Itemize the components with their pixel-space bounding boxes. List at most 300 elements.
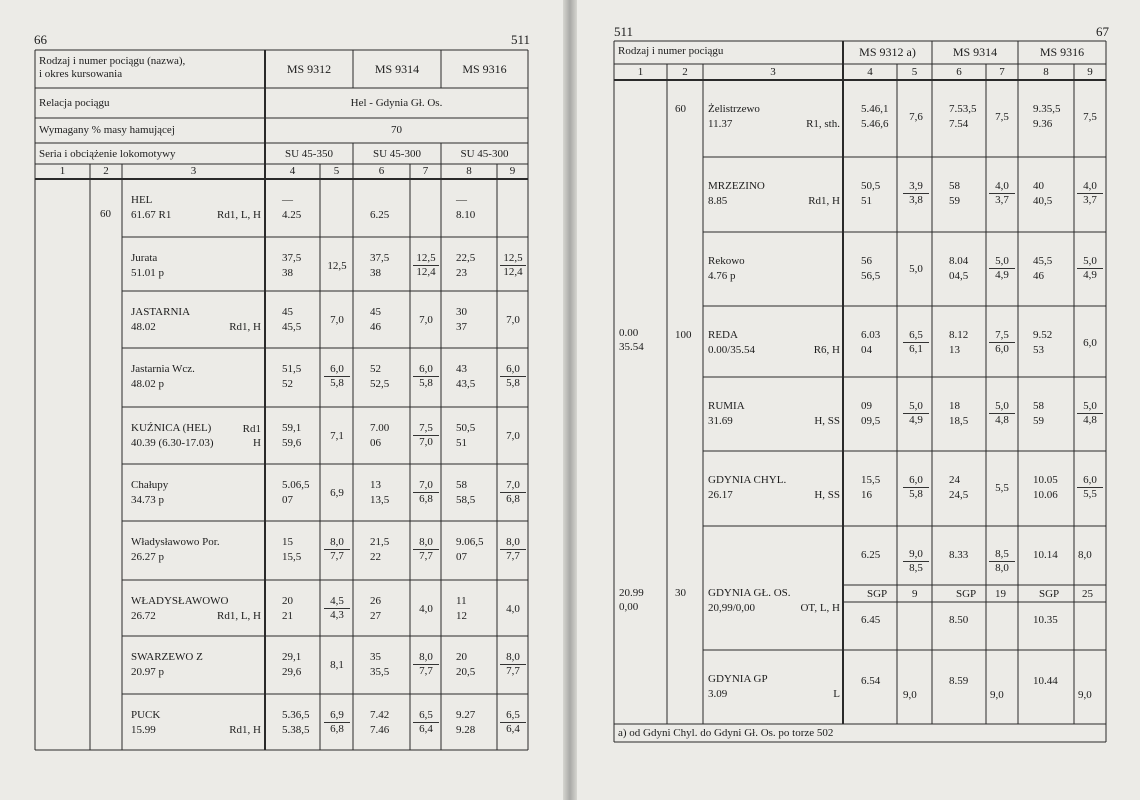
left-page xyxy=(0,0,563,800)
col-3: 3 xyxy=(190,165,197,177)
run-9314 xyxy=(413,363,439,390)
rcol-2: 2 xyxy=(682,66,688,78)
pre-run-9314-top: 8,5 xyxy=(989,548,1015,562)
run-9316: 6,0 xyxy=(1083,337,1097,349)
arr-9316: 10.44 xyxy=(1033,675,1058,687)
rcol-3: 3 xyxy=(770,66,776,78)
arr-9316: 10.05 xyxy=(1033,474,1058,486)
rcol-9: 9 xyxy=(1087,66,1093,78)
arr-9316: 9.06,5 xyxy=(456,536,484,548)
arr-9316: 50,5 xyxy=(456,422,476,434)
run-9314-top: 7,5 xyxy=(989,329,1015,343)
station-name: Jurata xyxy=(131,252,158,264)
train-ms9312: MS 9312 xyxy=(286,62,332,76)
sgp-label: 19 xyxy=(995,588,1006,600)
pre-run-9312 xyxy=(903,548,929,575)
run-9316: 9,0 xyxy=(1078,689,1092,701)
dep-9316: 10.06 xyxy=(1033,489,1058,501)
run-9312 xyxy=(903,180,929,207)
train-ms9316: MS 9316 xyxy=(462,62,507,76)
dep-9312: 5.38,5 xyxy=(282,724,310,736)
run-9314-top: 8,0 xyxy=(413,536,439,550)
train-label-right: Rodzaj i numer pociągu xyxy=(618,45,724,57)
run-9314-bottom: 3,7 xyxy=(995,194,1009,206)
station-km: 48.02 p xyxy=(131,378,164,390)
run-9312 xyxy=(903,329,929,356)
col-8: 8 xyxy=(466,165,472,177)
run-9312: 6,9 xyxy=(330,487,344,499)
arr-9314: 35 xyxy=(370,651,381,663)
run-9314-top: 6,5 xyxy=(413,709,439,723)
run-9316 xyxy=(1077,255,1103,282)
dep-9314: 24,5 xyxy=(949,489,969,501)
rcol-4: 4 xyxy=(867,66,873,78)
dep-9316: 40,5 xyxy=(1033,195,1053,207)
dep-9314: 8.50 xyxy=(949,614,969,626)
col-1: 1 xyxy=(59,165,66,177)
speed-cell: 60 xyxy=(675,103,686,115)
station-name: Żelistrzewo xyxy=(708,103,760,115)
run-9314: 5,5 xyxy=(995,482,1009,494)
station-name: GDYNIA CHYL. xyxy=(708,474,787,486)
run-9314-bottom: 7,7 xyxy=(419,550,433,562)
run-9314 xyxy=(989,329,1015,356)
dep-9312: 51 xyxy=(861,195,872,207)
speed-cell: 100 xyxy=(675,329,692,341)
dep-9312: 15,5 xyxy=(282,551,302,563)
loco-3: SU 45-300 xyxy=(460,148,509,160)
station-info: Rd1, H xyxy=(808,195,840,207)
station-name: REDA xyxy=(708,329,738,341)
station-name: JASTARNIA xyxy=(131,306,191,318)
dep-9314: 52,5 xyxy=(370,378,390,390)
station-info: Rd1 xyxy=(242,423,261,435)
arr-9312: 20 xyxy=(282,595,293,607)
train-ms9314-right: MS 9314 xyxy=(952,45,998,59)
arr-9312: 5.06,5 xyxy=(282,479,310,491)
dep-9316: 53 xyxy=(1033,344,1044,356)
station-km: 26.17 xyxy=(708,489,733,501)
dep-9316: 10.35 xyxy=(1033,614,1058,626)
run-9316-bottom: 6,8 xyxy=(506,493,520,505)
run-9316 xyxy=(1077,180,1103,207)
dep-9312: 4.25 xyxy=(282,209,302,221)
run-9316 xyxy=(1077,474,1103,501)
run-9312: 7,1 xyxy=(330,430,344,442)
run-9312-bottom: 6,1 xyxy=(909,343,923,355)
arr-9314: 37,5 xyxy=(370,252,390,264)
station-info: H, SS xyxy=(814,489,840,501)
run-9314-bottom: 4,8 xyxy=(995,414,1009,426)
dep-9312: 6.45 xyxy=(861,614,881,626)
arr-9314: 7.53,5 xyxy=(949,103,977,115)
speed-cell: 30 xyxy=(675,587,686,599)
arr-9312: 56 xyxy=(861,255,872,267)
loco-label: Seria i obciążenie lokomotywy xyxy=(39,148,176,160)
arr-9316: 58 xyxy=(456,479,467,491)
station-name: Władysławowo Por. xyxy=(131,536,220,548)
run-9312-bottom: 5,8 xyxy=(330,377,344,389)
run-9312 xyxy=(324,595,350,622)
arr-9312: 09 xyxy=(861,400,872,412)
dist-cell: 20.99 xyxy=(619,587,644,599)
right-page xyxy=(577,0,1140,800)
dep-9312: 52 xyxy=(282,378,293,390)
station-info: Rd1, H xyxy=(229,724,261,736)
run-9314-top: 6,0 xyxy=(413,363,439,377)
arr-9314: 8.59 xyxy=(949,675,969,687)
run-9312-top: 3,9 xyxy=(903,180,929,194)
rcol-6: 6 xyxy=(956,66,962,78)
pre-arr-9312: 6.25 xyxy=(861,549,881,561)
arr-9316: 11 xyxy=(456,595,467,607)
run-9316 xyxy=(1077,400,1103,427)
run-9314-top: 8,0 xyxy=(413,651,439,665)
station-km: 4.76 p xyxy=(708,270,736,282)
station-name: MRZEZINO xyxy=(708,180,765,192)
run-9314: 7,5 xyxy=(995,111,1009,123)
run-9316: 4,0 xyxy=(506,603,520,615)
run-9312: 12,5 xyxy=(327,260,347,272)
arr-9314: 7.00 xyxy=(370,422,390,434)
sgp-label: SGP xyxy=(956,588,977,600)
loco-1: SU 45-350 xyxy=(285,148,333,160)
dep-9314: 7.54 xyxy=(949,118,969,130)
arr-9312: 50,5 xyxy=(861,180,881,192)
arr-9312: 51,5 xyxy=(282,363,302,375)
train-ms9312-right: MS 9312 a) xyxy=(859,45,916,59)
station-km: 11.37 xyxy=(708,118,733,130)
col-2: 2 xyxy=(103,165,109,177)
arr-9314: 24 xyxy=(949,474,960,486)
arr-9316: — xyxy=(456,194,467,206)
arr-9314: 18 xyxy=(949,400,960,412)
page-number-right: 67 xyxy=(1096,24,1109,39)
rcol-8: 8 xyxy=(1043,66,1049,78)
dep-9312: 07 xyxy=(282,494,293,506)
run-9312: 7,0 xyxy=(330,314,344,326)
station-info: R6, H xyxy=(813,344,840,356)
run-9316-bottom: 3,7 xyxy=(1083,194,1097,206)
run-9316 xyxy=(500,651,526,678)
pre-run-9312-top: 9,0 xyxy=(903,548,929,562)
arr-9314: 13 xyxy=(370,479,381,491)
train-ms9314: MS 9314 xyxy=(374,62,420,76)
relation-label: Relacja pociągu xyxy=(39,97,110,109)
dep-9316: 51 xyxy=(456,437,467,449)
run-9314 xyxy=(413,651,439,678)
rcol-5: 5 xyxy=(911,66,918,78)
run-9312-top: 6,0 xyxy=(324,363,350,377)
run-9316-bottom: 5,5 xyxy=(1083,488,1097,500)
dep-9314: 59 xyxy=(949,195,960,207)
dist-cell-2: 0,00 xyxy=(619,601,639,613)
sgp-label: 9 xyxy=(912,588,918,600)
arr-9316: 20 xyxy=(456,651,467,663)
rcol-7: 7 xyxy=(999,66,1005,78)
arr-9314: 21,5 xyxy=(370,536,390,548)
run-9312-top: 5,0 xyxy=(903,400,929,414)
station-km: 3.09 xyxy=(708,688,728,700)
station-info: OT, L, H xyxy=(800,602,840,614)
station-name: Chałupy xyxy=(131,479,169,491)
arr-9312: — xyxy=(282,194,293,206)
dep-9312: 59,6 xyxy=(282,437,302,449)
dep-9316: 12 xyxy=(456,610,467,622)
arr-9314: 45 xyxy=(370,306,381,318)
arr-9316: 9.35,5 xyxy=(1033,103,1061,115)
station-km: 31.69 xyxy=(708,415,733,427)
dep-9314: 18,5 xyxy=(949,415,969,427)
station-info: Rd1, H xyxy=(229,321,261,333)
train-ms9316-right: MS 9316 xyxy=(1039,45,1085,59)
station-name: SWARZEWO Z xyxy=(131,651,203,663)
arr-9316: 58 xyxy=(1033,400,1044,412)
station-info: L xyxy=(833,688,840,700)
station-name: Rekowo xyxy=(708,255,745,267)
run-9316-top: 6,0 xyxy=(500,363,526,377)
station-name: PUCK xyxy=(131,709,161,721)
col-4: 4 xyxy=(289,165,296,177)
station-km: 20.97 p xyxy=(131,666,164,678)
run-9312 xyxy=(324,709,350,736)
arr-9312: 5.46,1 xyxy=(861,103,889,115)
run-9314 xyxy=(413,422,439,449)
run-9314 xyxy=(413,536,439,563)
station-km: 48.02 xyxy=(131,321,156,333)
run-9314-bottom: 12,4 xyxy=(416,266,436,278)
run-9316 xyxy=(500,363,526,390)
arr-9312: 45 xyxy=(282,306,293,318)
run-9316: 7,5 xyxy=(1083,111,1097,123)
dep-9314: 35,5 xyxy=(370,666,390,678)
dep-9316: 9.36 xyxy=(1033,118,1053,130)
run-9314-bottom: 6,8 xyxy=(419,493,433,505)
col-5: 5 xyxy=(333,165,340,177)
left-table-grid xyxy=(0,0,563,800)
run-9312-bottom: 4,9 xyxy=(909,414,923,426)
arr-9314: 52 xyxy=(370,363,381,375)
run-9312-bottom: 6,8 xyxy=(330,723,344,735)
col-7: 7 xyxy=(422,165,429,177)
run-9316-bottom: 7,7 xyxy=(506,550,520,562)
arr-9314: 8.04 xyxy=(949,255,969,267)
sgp-label: SGP xyxy=(1039,588,1060,600)
station-km: 26.27 p xyxy=(131,551,164,563)
station-km: 0.00/35.54 xyxy=(708,344,756,356)
dep-9316: 07 xyxy=(456,551,467,563)
run-9316-top: 6,5 xyxy=(500,709,526,723)
run-9312-bottom: 3,8 xyxy=(909,194,923,206)
run-9314-bottom: 5,8 xyxy=(419,377,433,389)
run-9312-bottom: 7,7 xyxy=(330,550,344,562)
dep-9314: 27 xyxy=(370,610,381,622)
run-9314: 9,0 xyxy=(990,689,1004,701)
station-km: 34.73 p xyxy=(131,494,164,506)
arr-9316: 22,5 xyxy=(456,252,476,264)
train-label: Rodzaj i numer pociągu (nazwa), xyxy=(39,55,186,67)
run-9314 xyxy=(989,400,1015,427)
dep-9312: 45,5 xyxy=(282,321,302,333)
station-km: 15.99 xyxy=(131,724,156,736)
dep-9312: 5.46,6 xyxy=(861,118,889,130)
run-9316 xyxy=(500,252,526,279)
sgp-label: SGP xyxy=(867,588,888,600)
dist-cell: 0.00 xyxy=(619,327,639,339)
dep-9316: 58,5 xyxy=(456,494,476,506)
station-km: 26.72 xyxy=(131,610,156,622)
arr-9316: 30 xyxy=(456,306,467,318)
run-9316 xyxy=(500,709,526,736)
pre-arr-9316: 10.14 xyxy=(1033,549,1058,561)
station-name: RUMIA xyxy=(708,400,745,412)
run-9316-top: 5,0 xyxy=(1077,400,1103,414)
col-9: 9 xyxy=(509,165,516,177)
arr-9314: 26 xyxy=(370,595,381,607)
station-km: 51.01 p xyxy=(131,267,164,279)
station-name: KUŹNICA (HEL) xyxy=(131,422,212,434)
station-info-2: H xyxy=(253,437,261,449)
dep-9314: 6.25 xyxy=(370,209,390,221)
dep-9312: 21 xyxy=(282,610,293,622)
arr-9316: 9.52 xyxy=(1033,329,1053,341)
run-9314-top: 7,5 xyxy=(413,422,439,436)
arr-9316: 9.27 xyxy=(456,709,476,721)
pre-run-9314 xyxy=(989,548,1015,575)
run-9312: 7,6 xyxy=(909,111,923,123)
run-9314-top: 7,0 xyxy=(413,479,439,493)
page-number-left: 66 xyxy=(34,32,47,47)
dep-9316: 46 xyxy=(1033,270,1044,282)
dep-9314: 06 xyxy=(370,437,381,449)
run-9314-top: 5,0 xyxy=(989,255,1015,269)
arr-9312: 15 xyxy=(282,536,293,548)
dep-9314: 46 xyxy=(370,321,381,333)
dep-9314: 13 xyxy=(949,344,960,356)
dep-9314: 13,5 xyxy=(370,494,390,506)
footnote: a) od Gdyni Chyl. do Gdyni Gł. Os. po torze 502 xyxy=(618,727,834,739)
station-name: HEL xyxy=(131,194,153,206)
run-9314-top: 4,0 xyxy=(989,180,1015,194)
run-9316-top: 7,0 xyxy=(500,479,526,493)
arr-9316: 40 xyxy=(1033,180,1044,192)
dep-9316: 8.10 xyxy=(456,209,476,221)
station-name: GDYNIA GŁ. OS. xyxy=(708,587,791,599)
brake-value: 70 xyxy=(391,124,402,136)
run-9316-bottom: 6,4 xyxy=(506,723,520,735)
page-number-left-secondary: 511 xyxy=(511,32,531,47)
pre-run-9314-bottom: 8,0 xyxy=(995,562,1009,574)
run-9312 xyxy=(324,536,350,563)
arr-9314: 8.12 xyxy=(949,329,969,341)
run-9316: 7,0 xyxy=(506,430,520,442)
run-9316-top: 8,0 xyxy=(500,651,526,665)
run-9316-top: 12,5 xyxy=(500,252,526,266)
page-number-right-secondary: 511 xyxy=(614,24,634,39)
run-9314: 7,0 xyxy=(419,314,433,326)
run-9314 xyxy=(413,709,439,736)
run-9312: 5,0 xyxy=(909,263,923,275)
station-km: 40.39 (6.30-17.03) xyxy=(131,437,214,449)
run-9314-bottom: 7,7 xyxy=(419,665,433,677)
train-label-2: i okres kursowania xyxy=(39,68,123,80)
run-9314-top: 5,0 xyxy=(989,400,1015,414)
run-9316-top: 6,0 xyxy=(1077,474,1103,488)
run-9316-top: 8,0 xyxy=(500,536,526,550)
dep-9316: 37 xyxy=(456,321,467,333)
pre-run-9316: 8,0 xyxy=(1078,549,1092,561)
dep-9312: 16 xyxy=(861,489,872,501)
dep-9312: 04 xyxy=(861,344,872,356)
run-9312-top: 4,5 xyxy=(324,595,350,609)
run-9316-bottom: 4,8 xyxy=(1083,414,1097,426)
station-name: Jastarnia Wcz. xyxy=(131,363,195,375)
station-info: Rd1, L, H xyxy=(217,209,261,221)
dep-9314: 38 xyxy=(370,267,381,279)
run-9314-bottom: 7,0 xyxy=(419,436,433,448)
run-9314-bottom: 4,9 xyxy=(995,269,1009,281)
arr-9312: 37,5 xyxy=(282,252,302,264)
dep-9312: 38 xyxy=(282,267,293,279)
run-9312-top: 6,5 xyxy=(903,329,929,343)
run-9314-bottom: 6,4 xyxy=(419,723,433,735)
sgp-label: 25 xyxy=(1082,588,1093,600)
run-9316-top: 4,0 xyxy=(1077,180,1103,194)
run-9316-bottom: 7,7 xyxy=(506,665,520,677)
run-9314-top: 12,5 xyxy=(413,252,439,266)
arr-9316: 45,5 xyxy=(1033,255,1053,267)
arr-9312: 5.36,5 xyxy=(282,709,310,721)
dep-9314: 04,5 xyxy=(949,270,969,282)
station-name: WŁADYSŁAWOWO xyxy=(131,595,229,607)
dep-9312: 29,6 xyxy=(282,666,302,678)
pre-run-9312-bottom: 8,5 xyxy=(909,562,923,574)
station-km: 20,99/0,00 xyxy=(708,602,756,614)
dep-9312: 09,5 xyxy=(861,415,881,427)
dist-cell-2: 35.54 xyxy=(619,341,644,353)
station-info: H, SS xyxy=(814,415,840,427)
speed-left: 60 xyxy=(100,208,111,220)
run-9314 xyxy=(413,252,439,279)
run-9316 xyxy=(500,536,526,563)
arr-9314: 58 xyxy=(949,180,960,192)
run-9316-bottom: 5,8 xyxy=(506,377,520,389)
pre-arr-9314: 8.33 xyxy=(949,549,969,561)
dep-9312: 56,5 xyxy=(861,270,881,282)
dep-9316: 43,5 xyxy=(456,378,476,390)
run-9316-bottom: 4,9 xyxy=(1083,269,1097,281)
brake-label: Wymagany % masy hamującej xyxy=(39,124,175,136)
arr-9312: 59,1 xyxy=(282,422,302,434)
dep-9314: 22 xyxy=(370,551,381,563)
loco-2: SU 45-300 xyxy=(373,148,421,160)
dep-9316: 59 xyxy=(1033,415,1044,427)
col-6: 6 xyxy=(378,165,385,177)
run-9316 xyxy=(500,479,526,506)
run-9314 xyxy=(989,255,1015,282)
run-9312 xyxy=(324,363,350,390)
station-km: 61.67 R1 xyxy=(131,209,172,221)
station-info: Rd1, L, H xyxy=(217,610,261,622)
run-9314-bottom: 6,0 xyxy=(995,343,1009,355)
arr-9312: 6.03 xyxy=(861,329,881,341)
arr-9316: 43 xyxy=(456,363,467,375)
station-info: R1, sth. xyxy=(806,118,840,130)
run-9314 xyxy=(413,479,439,506)
run-9314: 4,0 xyxy=(419,603,433,615)
run-9316-top: 5,0 xyxy=(1077,255,1103,269)
run-9312 xyxy=(903,400,929,427)
